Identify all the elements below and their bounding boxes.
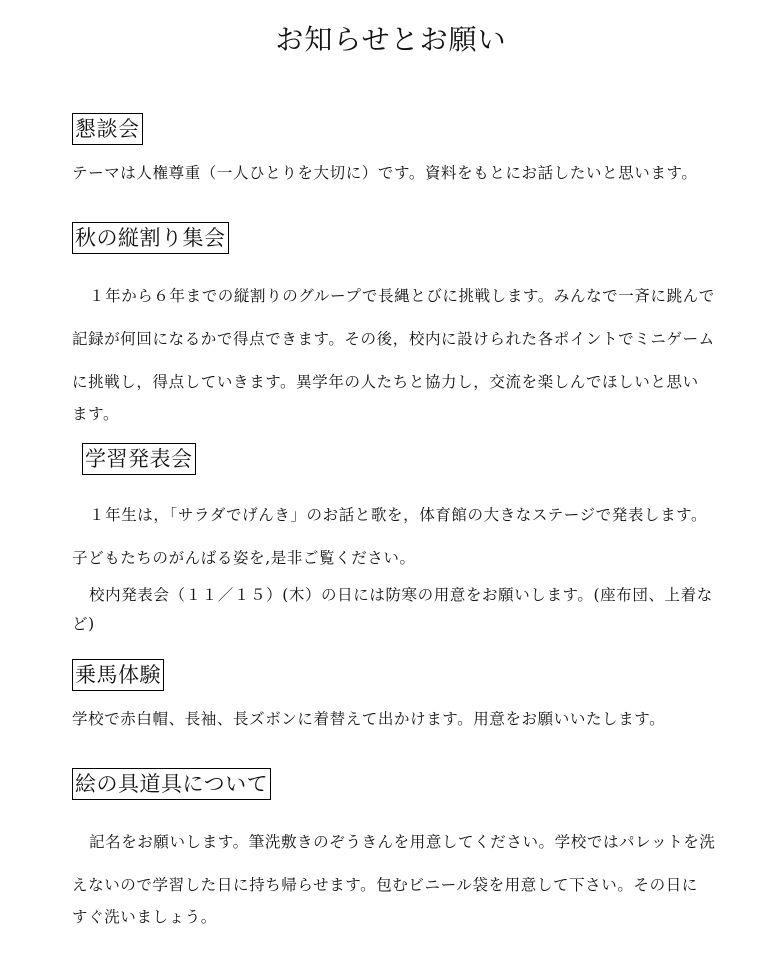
paragraph-line: 校内発表会（１１／１５）(木）の日には防寒の用意をお願いします。(座布団、上着な (89, 586, 713, 604)
paragraph-line: １年生は，「サラダでげんき」のお話と歌を，体育館の大きなステージで発表します。 (89, 506, 708, 524)
paragraph-parent-meeting (72, 166, 717, 182)
section-heading-parent-meeting: 懇談会 (72, 113, 143, 145)
section-heading-paint-supplies: 絵の具道具について (72, 768, 271, 800)
paragraph-line: 子どもたちのがんばる姿を,是非ご覧ください。 (72, 549, 416, 567)
paragraph-learning-presentation-2 (72, 581, 734, 639)
paragraph-line: えないので学習した日に持ち帰らせます。包むビニール袋を用意して下さい。その日に (72, 876, 698, 894)
document-title: お知らせとお願い (275, 23, 507, 56)
section-heading-learning-presentation: 学習発表会 (82, 443, 196, 475)
paragraph-line: すぐ洗いましょう。 (72, 908, 217, 926)
paragraph-line: 学校で赤白帽、長袖、長ズボンに着替えて出かけます。用意をお願いいたします。 (72, 710, 666, 728)
section-heading-autumn-assembly: 秋の縦割り集会 (72, 222, 229, 254)
paragraph-paint-supplies (72, 821, 734, 927)
paragraph-learning-presentation-1 (72, 494, 734, 580)
section-heading-horse-riding: 乗馬体験 (72, 659, 164, 691)
paragraph-line: １年から６年までの縦割りのグループで長縄とびに挑戦します。みんなで一斉に跳んで (89, 287, 715, 305)
paragraph-line: 記録が何回になるかで得点できます。その後，校内に設けられた各ポイントでミニゲーム (72, 330, 715, 348)
paragraph-line: 記名をお願いします。筆洗敷きのぞうきんを用意してください。学校ではパレットを洗 (89, 833, 716, 851)
paragraph-line: テーマは人権尊重（一人ひとりを大切に）です。資料をもとにお話したいと思います。 (72, 164, 698, 182)
paragraph-horse-riding (72, 712, 717, 728)
paragraph-line: に挑戦し，得点していきます。異学年の人たちと協力し，交流を楽しんでほしいと思い (72, 373, 699, 391)
paragraph-autumn-assembly (72, 275, 734, 424)
paragraph-line: ど) (72, 615, 95, 633)
paragraph-line: ます。 (72, 405, 120, 423)
